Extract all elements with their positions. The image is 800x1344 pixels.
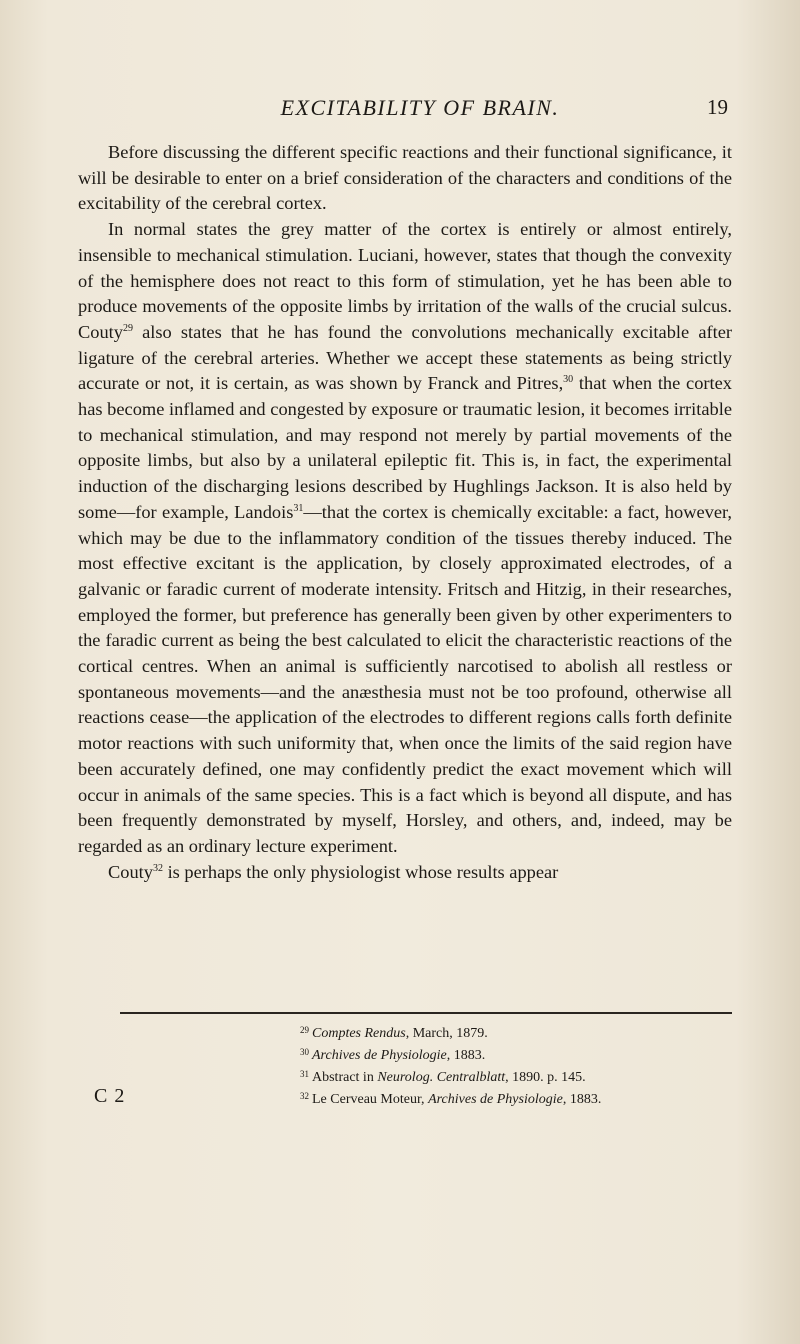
footnote-title: Archives de Physiologie [428, 1092, 563, 1107]
footnote-ref[interactable]: 32 [152, 862, 163, 874]
footnote-ref[interactable]: 31 [293, 502, 304, 514]
page-number: 19 [707, 95, 728, 119]
page-header [112, 95, 728, 125]
footnote-number: 32 [300, 1091, 309, 1101]
paragraph [78, 217, 732, 860]
paragraph-text: In normal states the grey matter of the cortex is entirely or almost entirely, insensible to mechanical stimulation. Luciani, however, states that though the convexity of the hemisphere does not react to this form of stimulation, yet he has been able to produce movements of the opposite limbs by irritation of the walls of the crucial sulcus. Couty [78, 219, 732, 342]
footnote-citation: , March, 1879. [405, 1026, 488, 1041]
footnote [300, 1021, 730, 1043]
footnote-citation: , 1890. p. 145. [505, 1070, 586, 1085]
footnote-ref[interactable]: 29 [122, 322, 133, 334]
body-text [78, 140, 732, 885]
footnote-prefix: Abstract in [312, 1070, 378, 1085]
footnote-prefix: Le Cerveau Moteur, [312, 1092, 429, 1107]
footnote [300, 1065, 730, 1087]
footnote-title: Neurolog. Centralblatt [377, 1070, 506, 1085]
footnote [300, 1043, 730, 1065]
footnote [300, 1087, 730, 1109]
footnote-number: 29 [300, 1025, 309, 1035]
footnote-citation: , 1883. [562, 1092, 602, 1107]
paragraph-text: Couty [108, 861, 153, 882]
paragraph-text: —that the cortex is chemically excitable: a fact, however, which may be due to the inflammatory condition of the tissues thereby induced. The most effective excitant is the application, by closely approximated electrodes, of a galvanic or faradic current of moderate intensity. Fritsch and Hitzig, in their researches, employed the former, but preference has generally been given by other experimenters to the faradic current as being the best calculated to elicit the characteristic reactions of the cortical centres. When an animal is sufficiently narcotised to abolish all restless or spontaneous movements—and the anæsthesia must not be too profound, otherwise all reactions cease—the application of the electrodes to different regions calls forth definite motor reactions with such uniformity that, when once the limits of the said region have been accurately defined, one may confidently predict the exact movement which will occur in animals of the same species. This is a fact which is beyond all dispute, and has been frequently demonstrated by myself, Horsley, and others, and, indeed, may be regarded as an ordinary lecture experiment. [78, 501, 732, 856]
footnotes [300, 1021, 730, 1109]
running-head: EXCITABILITY OF BRAIN. [280, 95, 560, 120]
footnote-rule [120, 1012, 732, 1014]
signature-mark: C 2 [94, 1085, 126, 1107]
footnote-citation: , 1883. [446, 1048, 486, 1063]
footnote-title: Comptes Rendus [312, 1026, 406, 1041]
paragraph-text: that when the cortex has become inflamed and congested by exposure or traumatic lesion, it becomes irritable to mechanical stimulation, and may respond not merely by partial movements of the opposite limbs, but also by a unilateral epileptic fit. This is, in fact, the experimental induction of the discharging lesions described by Hughlings Jackson. It is also held by some—for example, Landois [78, 373, 732, 522]
paragraph-text: Before discussing the different specific reactions and their functional significance, it will be desirable to enter on a brief consideration of the characters and conditions of the excitability of the cerebral cortex. [78, 142, 732, 214]
paragraph [78, 140, 732, 217]
footnote-title: Archives de Physiologie [312, 1048, 447, 1063]
footnote-ref[interactable]: 30 [563, 374, 574, 386]
paragraph-text: is perhaps the only physiologist whose results appear [162, 861, 559, 882]
paragraph [78, 860, 732, 886]
footnote-number: 30 [300, 1047, 309, 1057]
paragraph-text: also states that he has found the convolutions mechanically excitable after ligature of the cerebral arteries. Whether we accept these statements as being strictly accurate or not, it is certain, as was shown by Franck and Pitres, [78, 321, 732, 394]
footnote-number: 31 [300, 1069, 309, 1079]
